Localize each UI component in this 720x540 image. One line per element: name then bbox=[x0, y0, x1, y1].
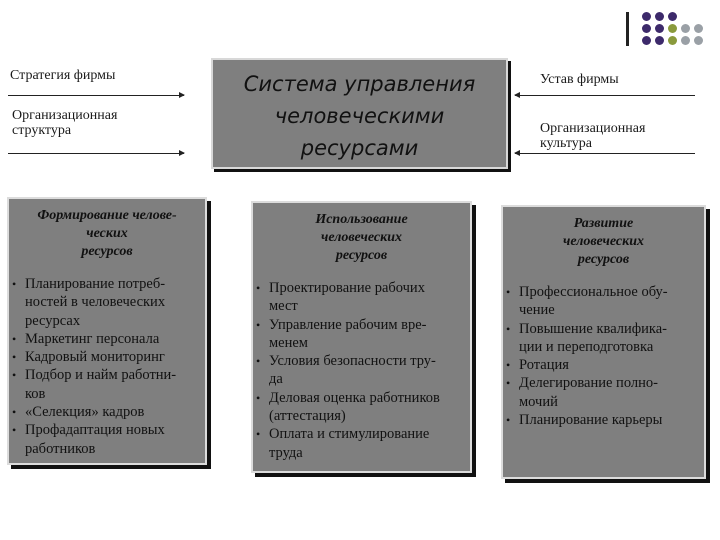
structure-label: Организационная структура bbox=[12, 108, 118, 138]
development-box bbox=[501, 205, 706, 479]
development-heading: Развитие человеческих ресурсов bbox=[563, 216, 644, 267]
formation-list bbox=[9, 275, 205, 458]
list-item: • Маркетинг персонала bbox=[9, 330, 205, 348]
list-item: • Профадаптация новых работников bbox=[9, 421, 205, 458]
charter-label: Устав фирмы bbox=[540, 72, 619, 87]
list-item: • Оплата и стимулирование труда bbox=[253, 425, 470, 462]
structure-arrow bbox=[8, 153, 184, 154]
usage-box bbox=[251, 201, 472, 473]
development-list bbox=[503, 283, 704, 429]
list-item: • Профессиональное обу- чение bbox=[503, 283, 704, 320]
culture-label: Организационная культура bbox=[540, 121, 646, 151]
strategy-arrow bbox=[8, 95, 184, 96]
list-item: • Планирование потреб- ностей в человеческих ресурсах bbox=[9, 275, 205, 330]
list-item: • Делегирование полно- мочий bbox=[503, 374, 704, 411]
formation-heading: Формирование челове- ческих ресурсов bbox=[37, 208, 177, 259]
logo-divider bbox=[626, 12, 629, 46]
hr-management-system-box bbox=[211, 58, 508, 169]
list-item: • Управление рабочим вре- менем bbox=[253, 316, 470, 353]
list-item: • Деловая оценка работников (аттестация) bbox=[253, 389, 470, 426]
list-item: • Проектирование рабочих мест bbox=[253, 279, 470, 316]
list-item: • Ротация bbox=[503, 356, 704, 374]
logo-dots-icon bbox=[640, 10, 710, 46]
list-item: • Кадровый мониторинг bbox=[9, 348, 205, 366]
formation-box bbox=[7, 197, 207, 465]
list-item: • Планирование карьеры bbox=[503, 411, 704, 429]
charter-arrow bbox=[515, 95, 695, 96]
usage-list bbox=[253, 279, 470, 462]
usage-heading: Использование человеческих ресурсов bbox=[315, 212, 408, 263]
culture-arrow bbox=[515, 153, 695, 154]
strategy-label: Стратегия фирмы bbox=[10, 68, 116, 83]
list-item: • Повышение квалифика- ции и переподготовка bbox=[503, 320, 704, 357]
list-item: • «Селекция» кадров bbox=[9, 403, 205, 421]
list-item: • Подбор и найм работни- ков bbox=[9, 366, 205, 403]
hr-system-title: Система управления человеческими ресурсами bbox=[243, 72, 476, 160]
list-item: • Условия безопасности тру- да bbox=[253, 352, 470, 389]
